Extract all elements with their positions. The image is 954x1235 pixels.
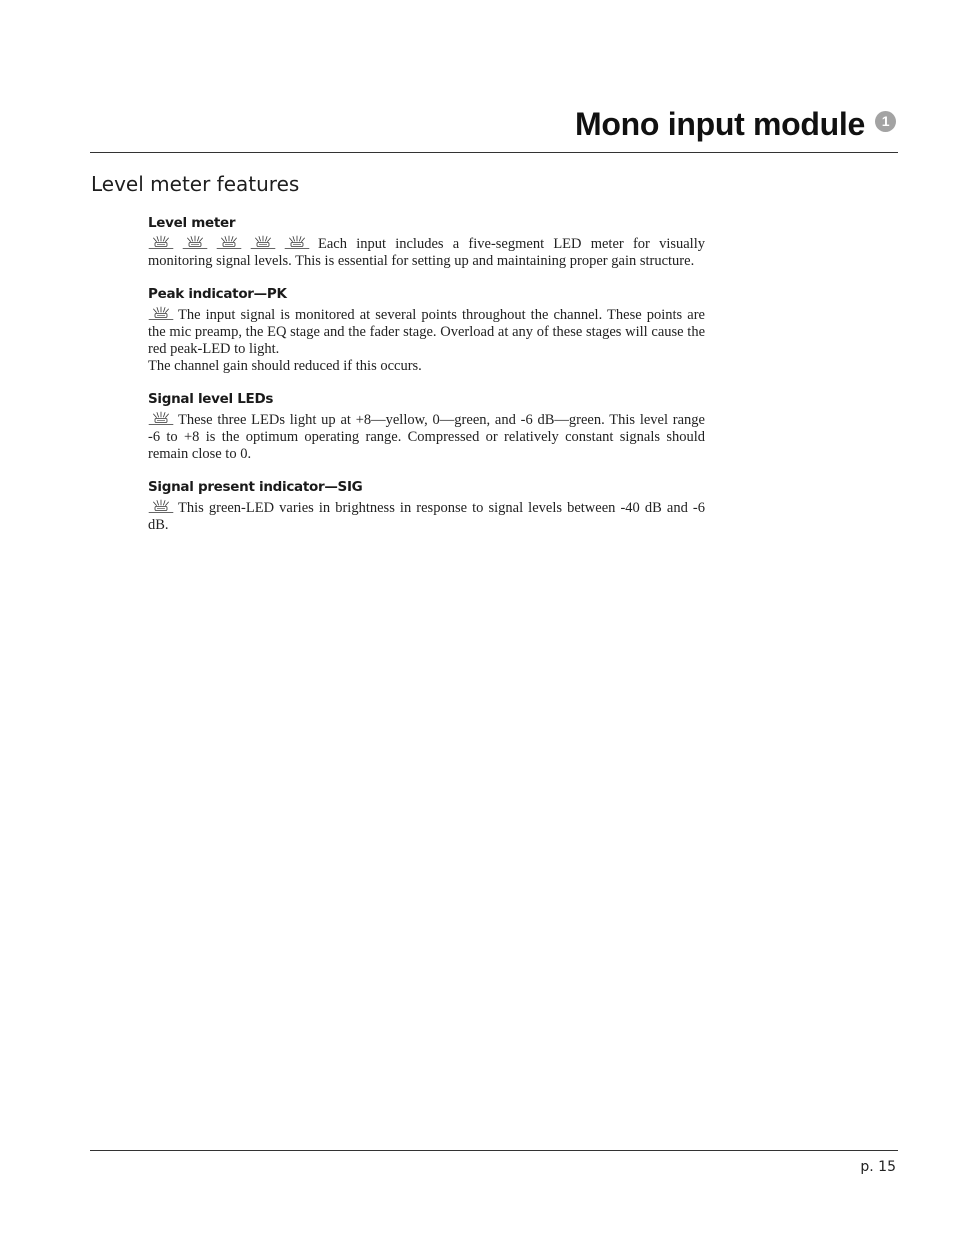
chapter-number-badge: 1 xyxy=(875,111,896,132)
feature-body xyxy=(148,306,705,375)
led-icon xyxy=(148,499,174,514)
feature-heading: Level meter xyxy=(148,215,236,231)
feature-body xyxy=(148,411,705,463)
feature-level-meter xyxy=(148,215,705,270)
feature-body xyxy=(148,235,705,270)
led-icon xyxy=(148,235,174,250)
feature-description: Each input includes a five-segment LED meter for visually monitoring signal levels. This is essential for setting up and maintaining proper gain structure. xyxy=(148,236,705,269)
feature-description: This green-LED varies in brightness in response to signal levels between -40 dB and -6 dB. xyxy=(148,500,705,533)
led-icon xyxy=(250,235,276,250)
led-icon xyxy=(216,235,242,250)
led-icon xyxy=(148,411,174,426)
feature-note: The channel gain should reduced if this occurs. xyxy=(148,358,422,374)
led-icon xyxy=(148,306,174,321)
led-icon xyxy=(284,235,310,250)
feature-peak-indicator xyxy=(148,286,705,375)
feature-heading: Signal level LEDs xyxy=(148,391,274,407)
led-icon xyxy=(182,235,208,250)
feature-body xyxy=(148,499,705,534)
feature-heading: Peak indicator—PK xyxy=(148,286,287,302)
feature-description: The input signal is monitored at several points throughout the channel. These points are the mic preamp, the EQ stage and the fader stage. Overload at any of these stages will cause the red peak-LED to light. xyxy=(148,307,705,357)
feature-signal-level-leds xyxy=(148,391,705,463)
footer-divider xyxy=(90,1150,898,1151)
section-heading: Level meter features xyxy=(91,172,300,196)
page-title-text: Mono input module xyxy=(575,106,865,142)
feature-description: These three LEDs light up at +8—yellow, 0—green, and -6 dB—green. This level range -6 to +8 is the optimum operating range. Compressed or relatively constant signals should remain close to 0. xyxy=(148,412,705,462)
header-divider xyxy=(90,152,898,153)
page-number: p. 15 xyxy=(860,1159,896,1175)
feature-heading: Signal present indicator—SIG xyxy=(148,479,363,495)
page-title xyxy=(575,108,896,140)
feature-signal-present-indicator xyxy=(148,479,705,534)
features-list xyxy=(148,215,705,550)
led-icon-group xyxy=(148,236,318,252)
